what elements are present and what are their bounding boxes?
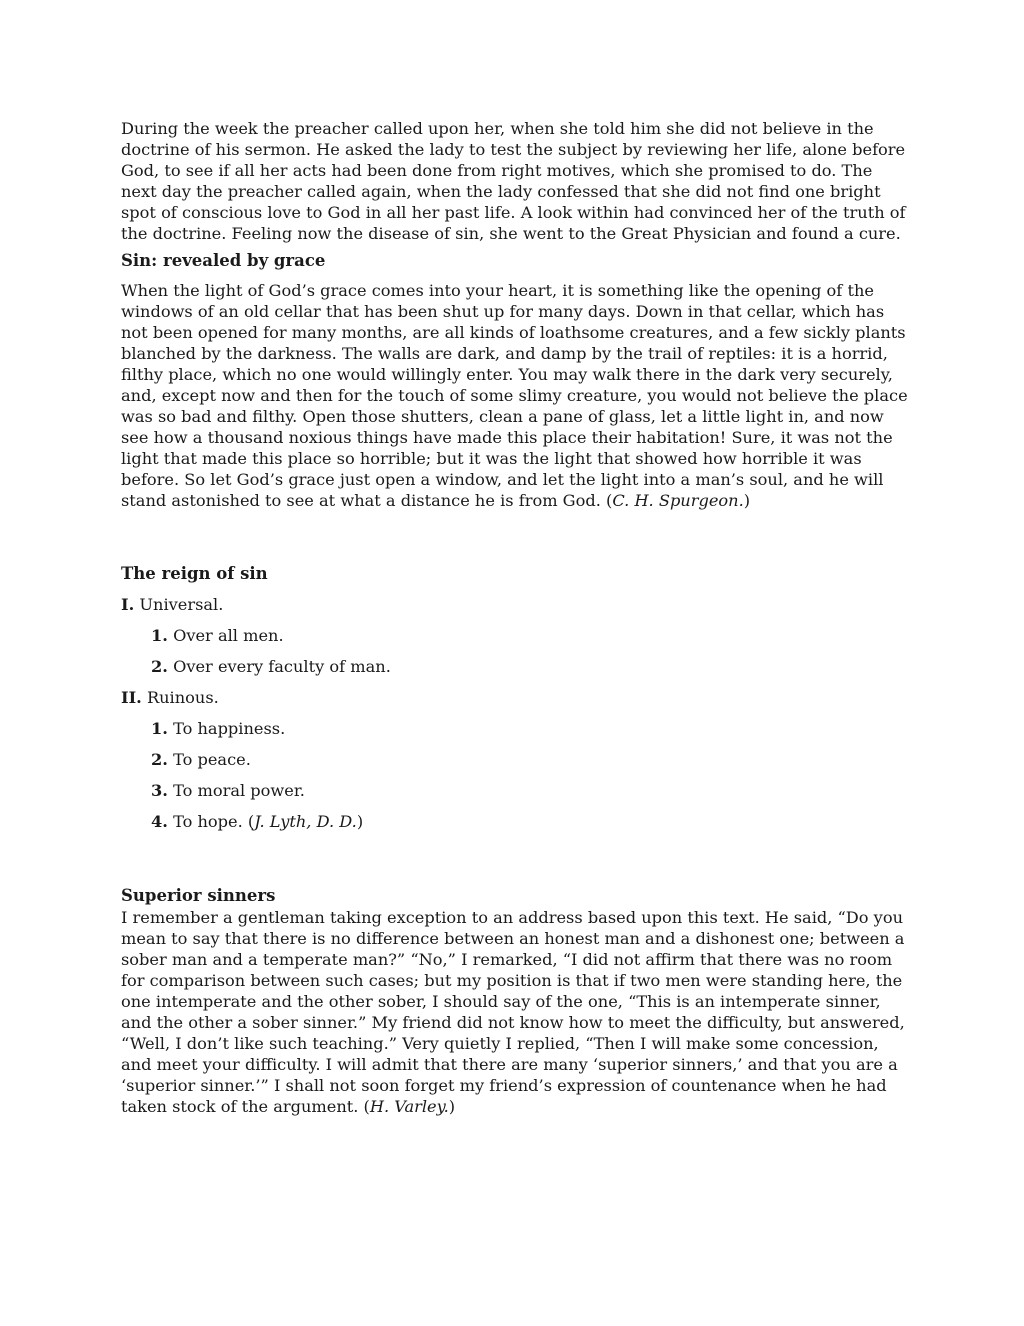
superior-paragraph [121, 907, 911, 1117]
outline-item-text: Ruinous. [146, 688, 219, 707]
outline-item [121, 749, 911, 771]
reign-outline [121, 594, 911, 833]
outline-item-number: 2. [151, 750, 168, 769]
outline-item-text: To happiness. [173, 719, 286, 738]
section-heading-superior: Superior sinners [121, 886, 276, 905]
grace-paragraph [121, 280, 911, 511]
outline-item-number: 3. [151, 781, 168, 800]
section-heading-reign: The reign of sin [121, 564, 268, 583]
outline-item-number: 1. [151, 719, 168, 738]
outline-item-text: Over all men. [173, 626, 284, 645]
superior-citation-close: ) [448, 1097, 456, 1116]
reign-citation-close: ) [356, 812, 364, 831]
superior-body-text: I remember a gentleman taking exception to an address based upon this text. He said, “Do you mean to say that there is no difference between an honest man and a dishonest one; between a sober man and a temperate man?” “No,” I remarked, “I did not affirm that there was no room for comparison between such cases; but my position is that if two men were standing here, the one intemperate and the other sober, I should say of the one, “This is an intemperate sinner, and the other a sober sinner.” My friend did not know how to meet the difficulty, but answered, “Well, I don’t like such teaching.” Very quietly I replied, “Then I will make some concession, and meet your difficulty. I will admit that there are many ‘superior sinners,’ and that you are a ‘superior sinner.’” I shall not soon forget my friend’s expression of countenance when he had taken stock of the argument. ( [121, 908, 905, 1116]
outline-item [121, 687, 911, 709]
outline-item [121, 594, 911, 616]
outline-item-number: 2. [151, 657, 168, 676]
grace-body-text: When the light of God’s grace comes into your heart, it is something like the opening of the windows of an old cellar that has been shut up for many days. Down in that cellar, which has not been opened for many months, are all kinds of loathsome creatures, and a few sickly plants blanched by the darkness. The walls are dark, and damp by the trail of reptiles: it is a horrid, filthy place, which no one would willingly enter. You may walk there in the dark very securely, and, except now and then for the touch of some slimy creature, you would not believe the place was so bad and filthy. Open those shutters, clean a pane of glass, let a little light in, and now see how a thousand noxious things have made this place their habitation! Sure, it was not the light that made this place so horrible; but it was the light that showed how horrible it was before. So let God’s grace just open a window, and let the light into a man’s soul, and he will stand astonished to see at what a distance he is from God. ( [121, 281, 908, 510]
outline-item-text: Universal. [139, 595, 224, 614]
document-page [121, 118, 911, 1123]
outline-item-number: II. [121, 688, 142, 707]
outline-item-number: 4. [151, 812, 168, 831]
outline-item [121, 718, 911, 740]
outline-item-number: 1. [151, 626, 168, 645]
intro-paragraph: During the week the preacher called upon her, when she told him she did not believe in the doctrine of his sermon. He asked the lady to test the subject by reviewing her life, alone before God, to see if all her acts had been done from right motives, which she promised to do. The next day the preacher called again, when the lady confessed that she did not find one bright spot of conscious love to God in all her past life. A look within had convinced her of the truth of the doctrine. Feeling now the disease of sin, she went to the Great Physician and found a cure. [121, 119, 906, 243]
outline-item-text: To peace. [173, 750, 251, 769]
section-heading-grace: Sin: revealed by grace [121, 251, 326, 270]
outline-item [121, 625, 911, 647]
grace-citation: C. H. Spurgeon. [612, 491, 744, 510]
reign-citation: J. Lyth, D. D. [254, 812, 357, 831]
outline-item-number: I. [121, 595, 135, 614]
outline-item-text: To moral power. [173, 781, 305, 800]
outline-item-text: To hope. ( [173, 812, 255, 831]
outline-item [121, 780, 911, 802]
outline-item [121, 811, 911, 833]
superior-citation: H. Varley. [369, 1097, 449, 1116]
outline-item [121, 656, 911, 678]
grace-citation-close: ) [743, 491, 751, 510]
outline-item-text: Over every faculty of man. [173, 657, 391, 676]
